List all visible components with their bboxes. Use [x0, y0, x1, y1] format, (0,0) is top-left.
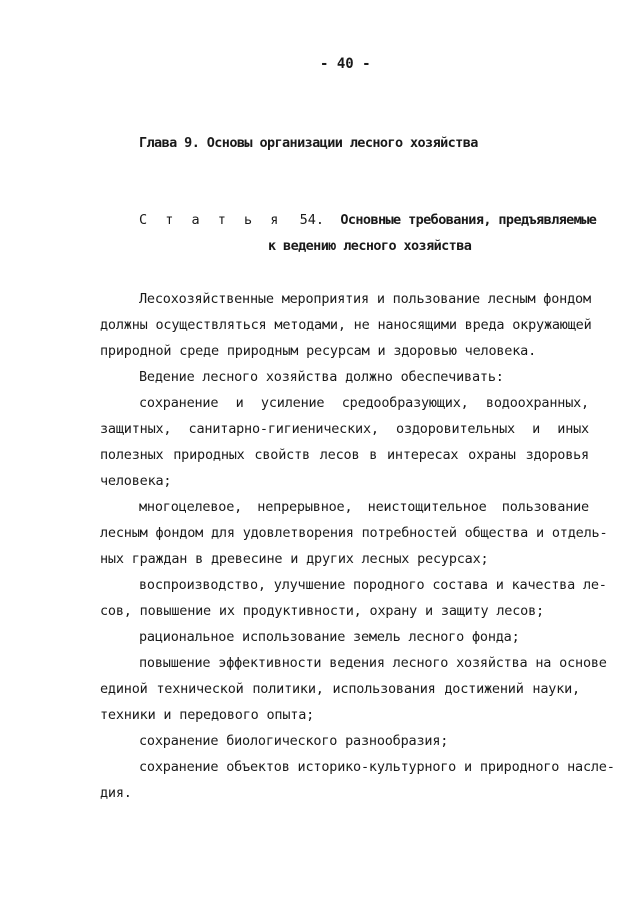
list-item-line: сов, повышение их продуктивности, охрану и защиту лесов; [100, 603, 544, 619]
page-number: - 40 - [320, 56, 371, 72]
list-item-line: единой технической политики, использования достижений науки, [100, 681, 580, 697]
paragraph-line: должны осуществляться методами, не наносящими вреда окружающей [100, 317, 592, 333]
list-item-line: защитных, санитарно-гигиенических, оздоровительных и иных [100, 421, 589, 437]
article-label: С т а т ь я [139, 212, 284, 228]
list-item-line: повышение эффективности ведения лесного хозяйства на основе [139, 655, 607, 671]
chapter-title: Глава 9. Основы организации лесного хозяйства [139, 135, 478, 151]
list-item-line: сохранение и усиление средообразующих, водоохранных, [139, 395, 589, 411]
paragraph-line: Лесохозяйственные мероприятия и пользование лесным фондом [139, 291, 591, 307]
list-item-line: дия. [100, 785, 132, 801]
list-item-line: ных граждан в древесине и других лесных ресурсах; [100, 551, 489, 567]
list-item-line: сохранение биологического разнообразия; [139, 733, 449, 749]
article-title-line1: Основные требования, предъявляемые [340, 212, 597, 228]
list-item-line: лесным фондом для удовлетворения потребностей общества и отдель- [100, 525, 608, 541]
list-item-line: многоцелевое, непрерывное, неистощительное пользование [139, 499, 589, 515]
article-number: 54. [299, 212, 325, 228]
list-item-line: воспроизводство, улучшение породного состава и качества ле- [139, 577, 607, 593]
list-item-line: техники и передового опыта; [100, 707, 315, 723]
article-title-line2: к ведению лесного хозяйства [268, 238, 472, 254]
article-heading [139, 212, 596, 228]
list-item-line: сохранение объектов историко-культурного и природного насле- [139, 759, 615, 775]
paragraph-line: природной среде природным ресурсам и здоровью человека. [100, 343, 537, 359]
list-item-line: полезных природных свойств лесов в интересах охраны здоровья [100, 447, 589, 463]
list-item-line: человека; [100, 473, 172, 489]
paragraph-line: Ведение лесного хозяйства должно обеспечивать: [139, 369, 504, 385]
list-item-line: рациональное использование земель лесного фонда; [139, 629, 520, 645]
